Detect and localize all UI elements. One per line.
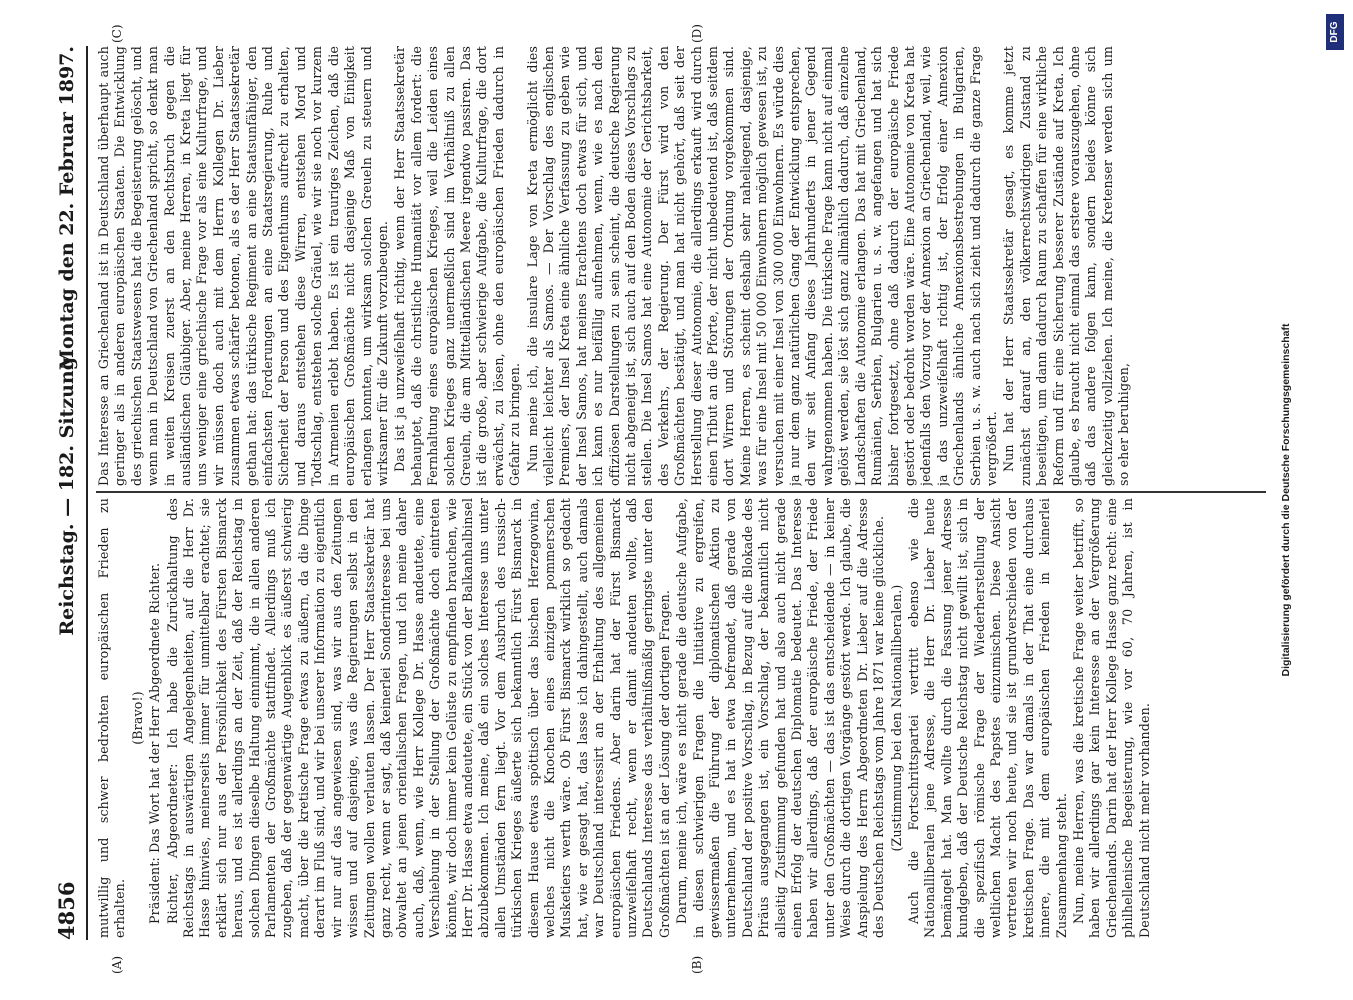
paragraph: Das ist ja unzweifelhaft richtig, wenn der Herr Staatssekretär behauptet, daß die christliche Humanität vor allem fordert: die Fernhaltung eines europäischen Krieges, weil die Leiden eines solchen Krieges ganz unermeßlich sind im Verhältniß zu allen Greueln, die am Mittelländischen Meere irgendwo passiren. Das ist die große, aber schwierige Aufgabe, die Kulturfrage, die dort erwächst, zu lösen, ohne den europäischen Frieden dadurch in Gefahr zu bringen. [392,46,523,486]
paragraph: Nun hat der Herr Staatssekretär gesagt, es komme jetzt zunächst darauf an, den völkerrechtswidrigen Zustand zu beseitigen, um dann dadurch Raum zu schaffen für eine wirkliche Reform und für eine Sicherung besserer Zustände auf Kreta. Ich glaube, es braucht nicht einmal das erstere vorauszugehen, ohne daß das andere folgen kann, sondern beides könne sich gleichzeitig vollziehen. Ich meine, die Kretenser werden sich um so eher beruhigen, [1001,46,1132,486]
margin-marker-b: (B) [690,955,704,974]
paragraph: mutwillig und schwer bedrohten europäischen Frieden zu erhalten. [96,498,128,938]
paragraph: Auch die Fortschrittspartei vertritt ebenso wie die Nationalliberalen jene Adresse, die Herr Dr. Lieber heute bemängelt hat. Man wollte durch die Fassung jener Adresse kundgeben, daß der Deutsche Reichstag nicht gewillt ist, sich in die spezifisch römische Frage der Wiederherstellung der weltlichen Macht des Papstes einzumischen. Diese Ansicht vertreten wir noch heute, und sie ist grundverschieden von der kretischen Frage. Das war damals in der That eine durchaus innere, die mit dem europäischen Frieden in keinerlei Zusammenhang steht. [905,498,1069,938]
right-column [96,46,1266,486]
interjection: (Zustimmung bei den Nationalliberalen.) [888,584,904,852]
paragraph: Nun meine ich, die insulare Lage von Kreta ermöglicht dies vielleicht leichter als Samos. — Der Vorschlag des englischen Premiers, der Insel Kreta eine ähnliche Verfassung zu geben wie der Insel Samos, hat meines Erachtens doch etwas für sich, und ich kann es nur beifällig aufnehmen, wenn, wie es nach den offiziösen Darstellungen zu sein scheint, die deutsche Regierung nicht abgeneigt ist, sich auch auf den Boden dieses Vorschlags zu stellen. Die Insel Samos hat eine Autonomie der Gerichtsbarkeit, des Verkehrs, der Regierung. Der Fürst wird von den Großmächten bestätigt, und man hat nicht gehört, daß seit der Herstellung dieser Autonomie, die allerdings erkauft wird durch einen Tribut an die Pforte, der nicht unbedeutend ist, daß seitdem dort Wirren und Störungen der Ordnung vorgekommen sind. Meine Herren, es scheint deshalb sehr naheliegend, dasjenige, was für eine Insel mit 50 000 Einwohnern möglich gewesen ist, zu versuchen mit einer Insel von 300 000 Einwohnern. Es würde dies ja nur dem ganz natürlichen Gang der Entwicklung entsprechen, den wir seit Anfang dieses Jahrhunderts in jener Gegend wahrgenommen haben. Die türkische Frage kann nicht auf einmal gelöst werden, sie löst sich ganz allmählich dadurch, daß einzelne Landschaften die Autonomie erlangen. Das hat mit Griechenland, Rumänien, Serbien, Bulgarien u. s. w. angefangen und hat sich bisher fortgesetzt, ohne daß dadurch der europäische Friede gestört oder bedroht worden wäre. Eine Autonomie von Kreta hat jedenfalls den Vorzug vor der Annexion an Griechenland, weil, wie ja das unzweifelhaft richtig ist, der Erfolg einer Annexion Griechenlands ähnliche Annexionsbestrebungen in Bulgarien, Serbien u. s. w. auch nach sich zieht und dadurch die ganze Frage vergrößert. [524,46,999,486]
column-rule [96,492,1266,494]
margin-marker-a: (A) [110,955,124,974]
paragraph: Darum, meine ich, wäre es nicht gerade die deutsche Aufgabe, in diesen schwierigen Fragen die Initiative zu ergreifen, gewissermaßen die Führung der diplomatischen Aktion zu unternehmen, und es hat in etwa befremdet, daß gerade von Deutschland der positive Vorschlag, in Bezug auf die Blokade des Piräus ausgegangen ist, ein Vorschlag, der bekanntlich nicht allseitig Zustimmung gefunden hat und also auch nicht gerade einen Erfolg der deutschen Diplomatie bedeutet. Das Interesse haben wir allerdings, daß der europäische Friede, der Friede unter den Großmächten — das ist das entscheidende — in keiner Weise durch die dortigen Vorgänge gestört werde. Ich glaube, die Anspielung des Herrn Abgeordneten Dr. Lieber auf die Adresse des Deutschen Reichstags vom Jahre 1871 war keine glückliche. [674,498,887,938]
margin-marker-d: (D) [690,24,704,43]
header-session: Reichstag. — 182. Sitzung. [56,350,78,636]
page-number: 4856 [54,881,79,940]
margin-marker-c: (C) [110,24,124,43]
paragraph: Präsident: Das Wort hat der Herr Abgeordnete Richter. [147,562,163,924]
paragraph: Das Interesse an Griechenland ist in Deutschland überhaupt auch geringer als in anderen europäischen Staaten. Die Entwicklung des griechischen Staatswesens hat die Begeisterung gelöscht, und wenn man in Deutschland von Griechenland spricht, so denkt man in weiten Kreisen zuerst an den Rechtsbruch gegen die ausländischen Gläubiger. Aber, meine Herren, in Kreta liegt für uns weniger eine griechische Frage vor als eine Kulturfrage, und wir müssen doch auch mit dem Herrn Kollegen Dr. Lieber zusammen etwas schärfer betonen, als es der Herr Staatssekretär gethan hat: das türkische Regiment an eine Staatsunfähiger, den einfachsten Forderungen an eine Staatsregierung, Ruhe und Sicherheit der Person und des Eigenthums aufrecht zu erhalten, und daraus entstehen diese Wirren, entstehen Mord und Todtschlag, entstehen solche Gräuel, wie wir sie noch vor kurzem in Armenien erlebt haben. Es ist ein trauriges Zeichen, daß die europäischen Großmächte nicht dasjenige Maß von Einigkeit erlangen konnten, um wirksam solchen Greueln zu steuern und wirksamer für die Zukunft vorzubeugen. [96,46,390,486]
header-date: Montag den 22. Februar 1897. [56,46,78,371]
dfg-logo: DFG [1326,14,1344,50]
page-header [50,46,84,940]
paragraph: Nun, meine Herren, was die kretische Frage weiter betrifft, so haben wir allerdings gar kein Interesse an der Vergrößerung Griechenlands. Darin hat der Herr Kollege Hasse ganz recht: eine philhellenische Begeisterung, wie vor 60, 70 Jahren, ist in Deutschland nicht mehr vorhanden. [1070,498,1152,938]
interjection: (Bravo!) [129,691,145,745]
paragraph: Richter, Abgeordneter: Ich habe die Zurückhaltung des Reichstags in auswärtigen Angelegenheiten, auf die Herr Dr. Hasse hinwies, meinerseits immer für unmittelbar erachtet; sie erklärt sich nur aus der Persönlichkeit des Fürsten Bismarck heraus, und es ist allerdings an der Zeit, daß der Reichstag in solchen Dingen dieselbe Haltung einnimmt, die in allen anderen Parlamenten der Großmächte stattfindet. Allerdings muß ich zugeben, daß der gegenwärtige Augenblick es äußerst schwierig macht, über die kretische Frage etwas zu äußern, da die Dinge derart im Fluß sind, und wir bei unserer Information zu eigentlich wir nur auf das angewiesen sind, was wir aus den Zeitungen wissen und auf dasjenige, was die Regierungen selbst in den Zeitungen wollen verlauten lassen. Der Herr Staatssekretär hat ganz recht, wenn er sagt, daß keinerlei Sonderinteresse bei uns obwaltet an jenen orientalischen Fragen, und ich meine daher auch, daß, wenn, wie Herr Kollege Dr. Hasse andeutete, eine Verschiebung in der Stellung der Großmächte doch eintreten könnte, wir doch immer kein Gelüste zu empfinden brauchen, wie Herr Dr. Hasse etwa andeutete, ein Stück von der Balkanhalbinsel abzubekommen. Ich meine, daß ein solches Interesse uns unter allen Umständen fern liegt. Vor dem Ausbruch des russisch-türkischen Krieges äußerte sich bekanntlich Fürst Bismarck in diesem Hause etwas spöttisch über das bischen Herzegowina, welches nicht die Knochen eines einzigen pommerschen Musketiers werth wäre. Ob Fürst Bismarck wirklich so gedacht hat, wie er gesagt hat, das lasse ich dahingestellt, auch damals war Deutschland interessirt an der Erhaltung des allgemeinen europäischen Friedens. Aber darin hat der Fürst Bismarck unzweifelhaft recht, wenn er damit andeuten wollte, daß Deutschlands Interesse das verhältnißmäßig geringste unter den Großmächten ist an der Lösung der dortigen Fragen. [164,498,672,938]
header-rule [86,46,88,940]
left-column [96,498,1266,938]
digitization-credit: Digitalisierung gefördert durch die Deutsche Forschungsgemeinschaft [1280,323,1292,677]
